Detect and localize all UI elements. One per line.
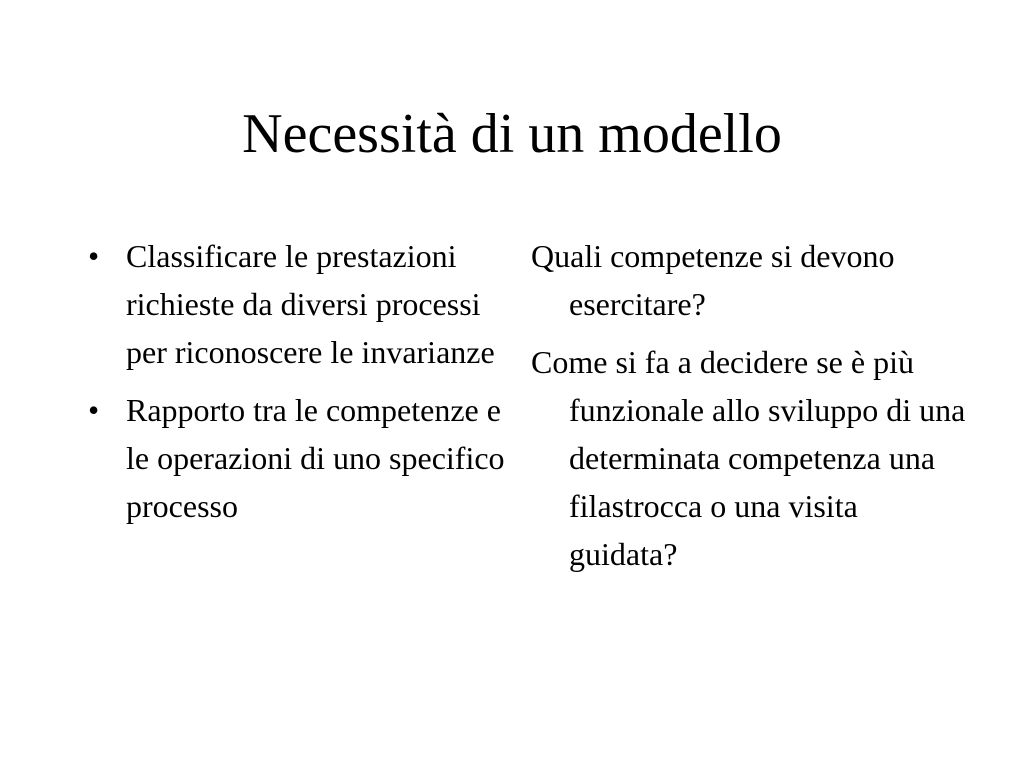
slide-title: Necessità di un modello [242, 103, 782, 165]
bullet-icon: • [88, 392, 100, 428]
bullet-item [88, 386, 508, 530]
bullet-list [88, 232, 508, 530]
bullet-icon: • [88, 238, 100, 274]
bullet-text: Rapporto tra le competenze e le operazioni di uno specifico processo [126, 392, 505, 524]
bullet-text: Classificare le prestazioni richieste da diversi processi per riconoscere le invarianze [126, 238, 495, 370]
question-paragraph: Quali competenze si devono esercitare? [531, 238, 895, 322]
bullet-item [88, 232, 508, 376]
right-column [531, 232, 971, 588]
question-paragraph: Come si fa a decidere se è più funzionale allo sviluppo di una determinata competenza una filastrocca o una visita guidata? [531, 344, 966, 572]
left-column [88, 232, 508, 540]
